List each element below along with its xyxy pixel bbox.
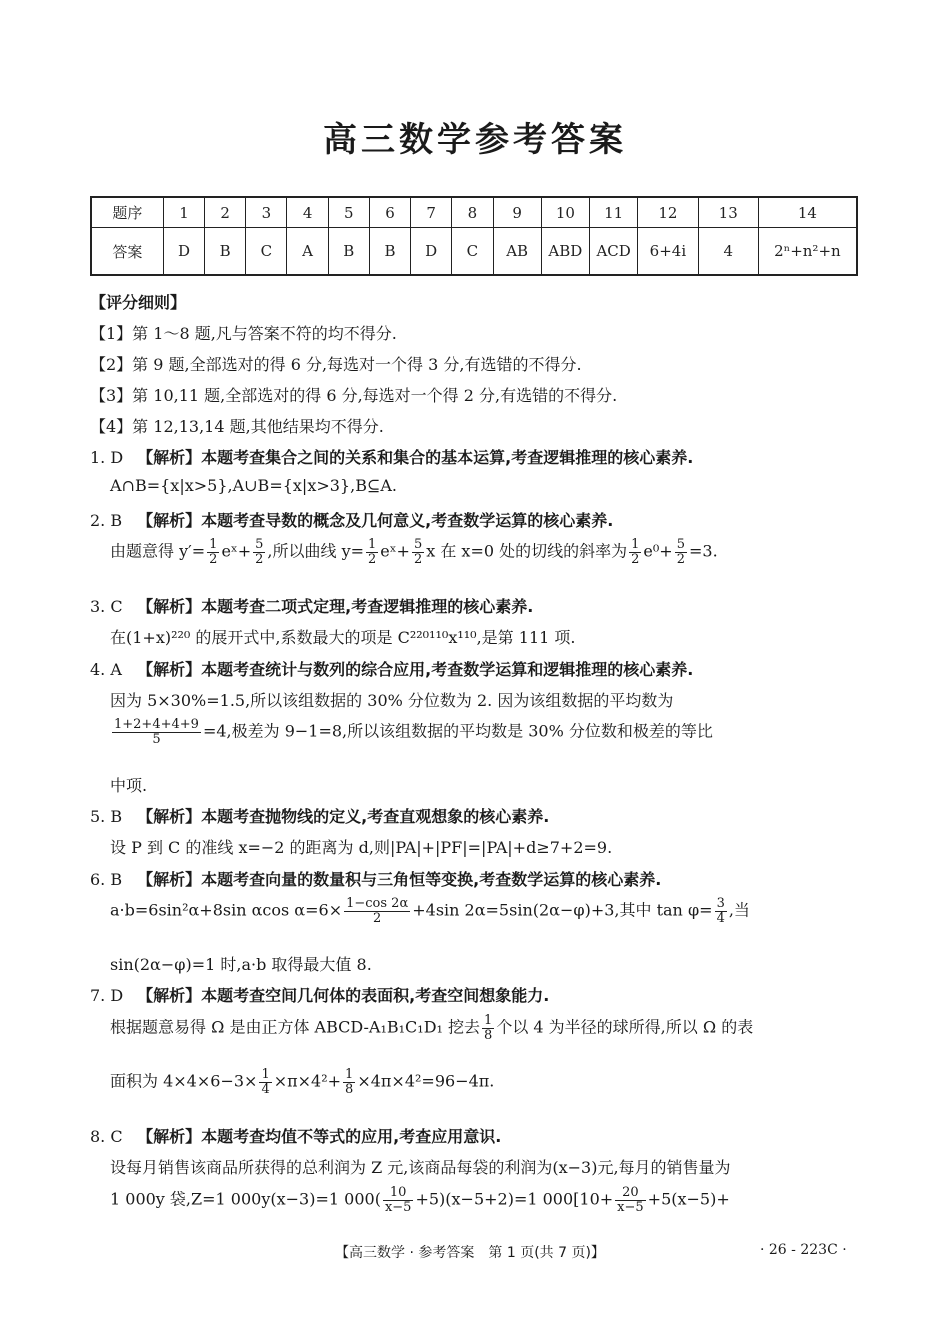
question-number: 8. C bbox=[90, 1127, 123, 1146]
table-cell: B bbox=[369, 228, 410, 276]
analysis-tag: 【解析】 bbox=[137, 870, 202, 889]
table-cell: B bbox=[205, 228, 246, 276]
table-cell: 14 bbox=[758, 197, 857, 228]
solution-line: A∩B={x|x>5},A∪B={x|x>3},B⊆A. bbox=[110, 476, 397, 495]
footer-code: · 26 - 223C · bbox=[760, 1242, 847, 1258]
table-cell: ACD bbox=[590, 228, 638, 276]
table-cell: 2ⁿ+n²+n bbox=[758, 228, 857, 276]
answer-table bbox=[90, 196, 858, 276]
scoring-rule: 【4】第 12,13,14 题,其他结果均不得分. bbox=[90, 417, 384, 436]
table-row-answers bbox=[91, 228, 857, 276]
question-6-header bbox=[90, 867, 661, 890]
question-description: 本题考查抛物线的定义,考查直观想象的核心素养. bbox=[201, 807, 550, 826]
scoring-rule: 【1】第 1～8 题,凡与答案不符的均不得分. bbox=[90, 324, 397, 343]
table-cell: 4 bbox=[698, 228, 758, 276]
table-cell: A bbox=[287, 228, 328, 276]
table-cell: D bbox=[163, 228, 204, 276]
question-number: 6. B bbox=[90, 870, 123, 889]
question-description: 本题考查均值不等式的应用,考查应用意识. bbox=[201, 1127, 502, 1146]
scoring-heading: 【评分细则】 bbox=[90, 293, 187, 312]
scoring-rule: 【3】第 10,11 题,全部选对的得 6 分,每选对一个得 2 分,有选错的不得分. bbox=[90, 386, 618, 405]
solution-line: a·b=6sin²α+8sin αcos α=6× $\frac{1-\cos 2\alpha}{2}$ +4sin 2α=5sin(2α−φ)+3,其中 tan φ= $\frac{3}{4}$ ,当 bbox=[110, 896, 750, 926]
question-5-header bbox=[90, 804, 549, 827]
analysis-tag: 【解析】 bbox=[137, 986, 202, 1005]
table-cell: 4 bbox=[287, 197, 328, 228]
solution-line: 在(1+x)²²⁰ 的展开式中,系数最大的项是 C²²⁰¹¹⁰x¹¹⁰,是第 111 项. bbox=[110, 628, 576, 647]
question-4-header bbox=[90, 657, 693, 680]
question-description: 本题考查二项式定理,考查逻辑推理的核心素养. bbox=[201, 597, 534, 616]
solution-line: 中项. bbox=[110, 776, 148, 795]
question-number: 2. B bbox=[90, 511, 123, 530]
question-8-header bbox=[90, 1124, 501, 1147]
question-7-header bbox=[90, 983, 549, 1006]
table-row-numbers bbox=[91, 197, 857, 228]
analysis-tag: 【解析】 bbox=[137, 597, 202, 616]
fraction: $\frac{5}{2}$ bbox=[413, 537, 423, 567]
question-description: 本题考查空间几何体的表面积,考查空间想象能力. bbox=[201, 986, 550, 1005]
table-cell: 6 bbox=[369, 197, 410, 228]
table-cell: 5 bbox=[328, 197, 369, 228]
question-description: 本题考查向量的数量积与三角恒等变换,考查数学运算的核心素养. bbox=[201, 870, 662, 889]
question-description: 本题考查导数的概念及几何意义,考查数学运算的核心素养. bbox=[201, 511, 614, 530]
solution-line: 面积为 4×4×6−3× $\frac{1}{4}$ ×π×4²+ $\frac{1}{8}$ ×4π×4²=96−4π. bbox=[110, 1067, 495, 1097]
fraction: $\frac{5}{2}$ bbox=[255, 537, 264, 567]
table-cell: ABD bbox=[541, 228, 589, 276]
fraction: $\frac{1}{2}$ bbox=[209, 537, 218, 567]
question-3-header bbox=[90, 594, 533, 617]
fraction: $\frac{1}{4}$ bbox=[261, 1067, 270, 1097]
question-1-header bbox=[90, 445, 693, 468]
table-cell: 10 bbox=[541, 197, 589, 228]
table-cell: 8 bbox=[452, 197, 493, 228]
solution-line: 设每月销售该商品所获得的总利润为 Z 元,该商品每袋的利润为(x−3)元,每月的销售量为 bbox=[110, 1158, 731, 1177]
question-number: 1. D bbox=[90, 448, 124, 467]
table-cell: D bbox=[411, 228, 452, 276]
analysis-tag: 【解析】 bbox=[137, 660, 202, 679]
table-cell: 2 bbox=[205, 197, 246, 228]
solution-line: 1 000y 袋,Z=1 000y(x−3)=1 000( $\frac{10}{x-5}$ +5)(x−5+2)=1 000[10+ $\frac{20}{x-5}$ +5(x−5)+ bbox=[110, 1185, 730, 1215]
table-cell: AB bbox=[493, 228, 541, 276]
table-cell: C bbox=[452, 228, 493, 276]
table-cell: 3 bbox=[246, 197, 287, 228]
analysis-tag: 【解析】 bbox=[137, 807, 202, 826]
fraction: $\frac{10}{x-5}$ bbox=[384, 1185, 412, 1215]
table-cell: 12 bbox=[638, 197, 698, 228]
table-cell: 13 bbox=[698, 197, 758, 228]
table-cell: 1 bbox=[163, 197, 204, 228]
scoring-rule: 【2】第 9 题,全部选对的得 6 分,每选对一个得 3 分,有选错的不得分. bbox=[90, 355, 582, 374]
table-header-cell: 答案 bbox=[91, 228, 163, 276]
question-number: 3. C bbox=[90, 597, 123, 616]
question-description: 本题考查统计与数列的综合应用,考查数学运算和逻辑推理的核心素养. bbox=[201, 660, 694, 679]
solution-line: $\frac{1+2+4+4+9}{5}$ =4,极差为 9−1=8,所以该组数据的平均数是 30% 分位数和极差的等比 bbox=[114, 717, 713, 747]
analysis-tag: 【解析】 bbox=[137, 511, 202, 530]
footer-page-info: 【高三数学 · 参考答案 第 1 页(共 7 页)】 bbox=[335, 1245, 605, 1261]
fraction: $\frac{1}{8}$ bbox=[484, 1013, 493, 1043]
table-cell: 11 bbox=[590, 197, 638, 228]
table-cell: C bbox=[246, 228, 287, 276]
question-number: 4. A bbox=[90, 660, 122, 679]
table-header-cell: 题序 bbox=[91, 197, 163, 228]
question-2-header bbox=[90, 508, 613, 531]
question-description: 本题考查集合之间的关系和集合的基本运算,考查逻辑推理的核心素养. bbox=[201, 448, 694, 467]
analysis-tag: 【解析】 bbox=[137, 1127, 202, 1146]
page-title: 高三数学参考答案 bbox=[323, 120, 627, 160]
fraction: $\frac{1-\cos 2\alpha}{2}$ bbox=[346, 896, 409, 926]
solution-line: sin(2α−φ)=1 时,a·b 取得最大值 8. bbox=[110, 955, 372, 974]
question-number: 7. D bbox=[90, 986, 124, 1005]
solution-line: 设 P 到 C 的准线 x=−2 的距离为 d,则|PA|+|PF|=|PA|+d≥7+2=9. bbox=[110, 838, 613, 857]
table-cell: 9 bbox=[493, 197, 541, 228]
question-number: 5. B bbox=[90, 807, 123, 826]
fraction: $\frac{20}{x-5}$ bbox=[617, 1185, 644, 1215]
table-cell: B bbox=[328, 228, 369, 276]
fraction: $\frac{5}{2}$ bbox=[676, 537, 685, 567]
solution-line: 由题意得 y′= $\frac{1}{2}$ eˣ+ $\frac{5}{2}$ ,所以曲线 y= $\frac{1}{2}$ eˣ+ $\frac{5}{2}$ x 在 x=0 处的切线的斜率为 $\frac{1}{2}$ e⁰+ $\frac{5}{2}$ =3. bbox=[110, 537, 718, 567]
table-cell: 6+4i bbox=[638, 228, 698, 276]
solution-line: 根据题意易得 Ω 是由正方体 ABCD-A₁B₁C₁D₁ 挖去 $\frac{1}{8}$ 个以 4 为半径的球所得,所以 Ω 的表 bbox=[110, 1013, 754, 1043]
fraction: $\frac{1}{8}$ bbox=[345, 1067, 354, 1097]
fraction: $\frac{3}{4}$ bbox=[716, 896, 725, 926]
fraction: $\frac{1}{2}$ bbox=[368, 537, 377, 567]
solution-line: 因为 5×30%=1.5,所以该组数据的 30% 分位数为 2. 因为该组数据的平均数为 bbox=[110, 691, 674, 710]
fraction: $\frac{1}{2}$ bbox=[631, 537, 640, 567]
table-cell: 7 bbox=[411, 197, 452, 228]
fraction: $\frac{1+2+4+4+9}{5}$ bbox=[114, 717, 199, 747]
analysis-tag: 【解析】 bbox=[137, 448, 202, 467]
